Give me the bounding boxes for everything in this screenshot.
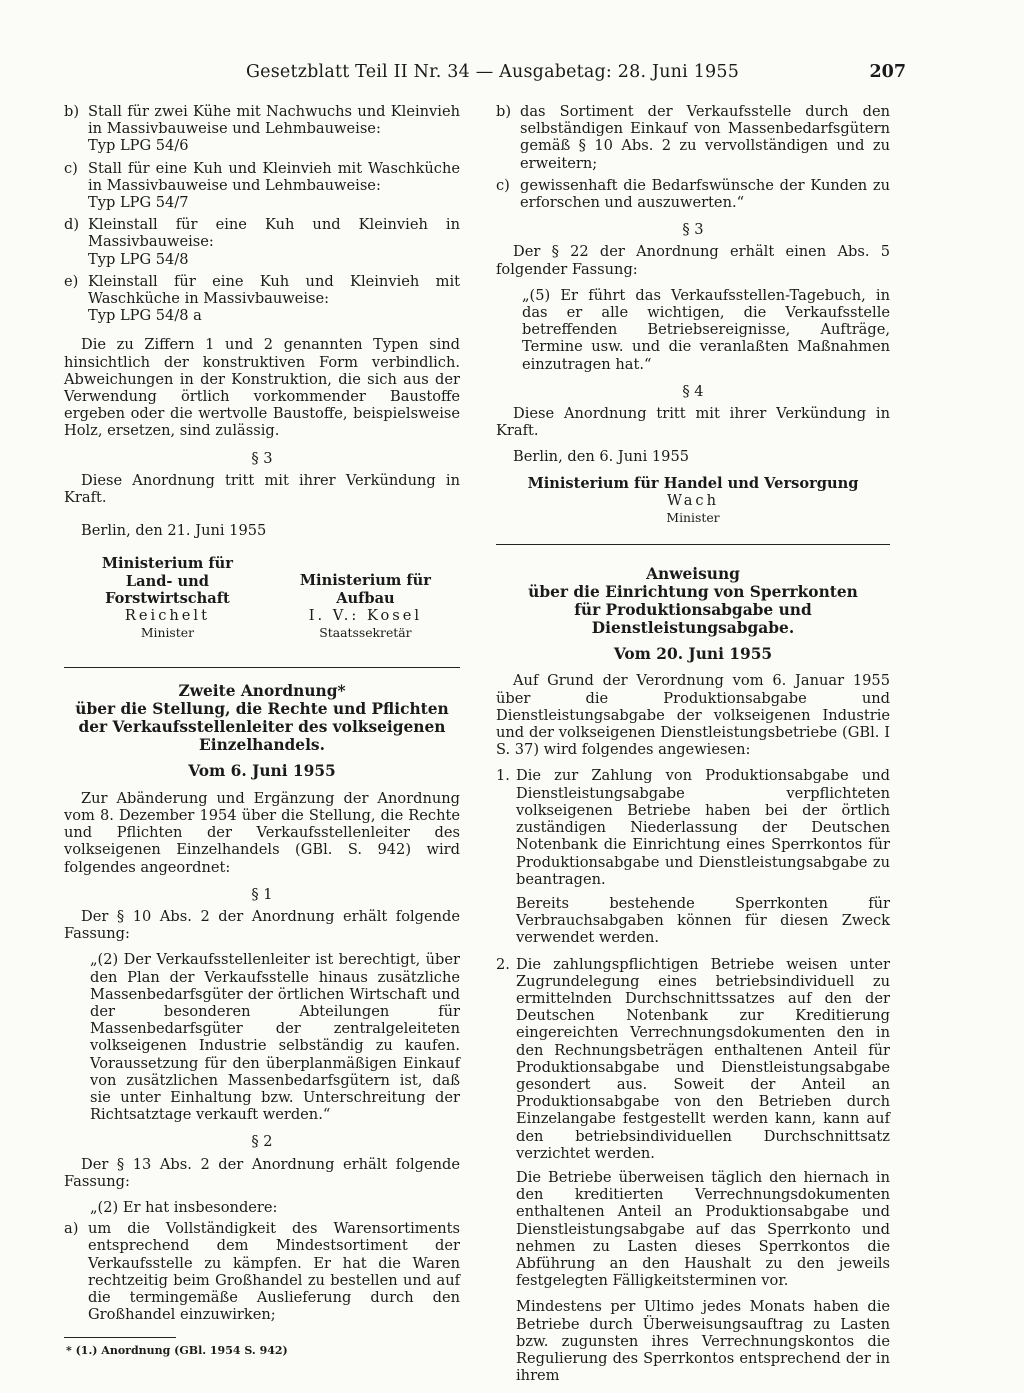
- signatory-name: Reichelt: [124, 607, 210, 625]
- signature-right: [271, 555, 460, 641]
- list-item: [64, 273, 460, 307]
- item-label: b): [64, 103, 80, 120]
- type-code: Typ LPG 54/6: [88, 137, 189, 155]
- section-divider: [64, 667, 460, 668]
- list-item: [64, 160, 460, 194]
- left-column: [64, 103, 460, 1360]
- quoted-paragraph: „(5) Er führt das Verkaufsstellen-Tagebuch, in das er alle wichtigen, die Verkaufsstelle betreffenden Betriebsereignisse, Aufträge, Termine usw. und die veranlaßten Maßnahmen einzutragen hat.“: [522, 286, 890, 373]
- type-code: Typ LPG 54/7: [88, 194, 189, 212]
- list-item: [64, 216, 460, 250]
- footnote-divider: [64, 1337, 176, 1338]
- item-label: c): [64, 159, 78, 177]
- section-heading: § 2: [251, 1133, 273, 1151]
- paragraph: Diese Anordnung tritt mit ihrer Verkündung in Kraft.: [64, 471, 460, 507]
- numbered-item: [496, 956, 890, 1162]
- title-line: für Produktionsabgabe und Dienstleistungsabgabe.: [574, 601, 812, 638]
- item-label: b): [496, 103, 512, 120]
- paragraph: Zur Abänderung und Ergänzung der Anordnung vom 8. Dezember 1954 über die Stellung, die Rechte und Pflichten der Verkaufsstellenleiter des volkseigenen Einzelhandels (GBl. S. 942) wird folgendes angeordnet:: [64, 789, 460, 876]
- title-line: Zweite Anordnung*: [178, 682, 346, 701]
- item-text: Kleinstall für eine Kuh und Kleinvieh in Massivbauweise:: [88, 216, 460, 251]
- title-line: über die Einrichtung von Sperrkonten: [528, 583, 858, 602]
- signatory-name: I. V.: Kosel: [308, 606, 423, 624]
- title-line: Anweisung: [646, 565, 740, 584]
- numbered-item: [496, 767, 890, 887]
- list-item: [496, 103, 890, 172]
- document-date: Vom 6. Juni 1955: [188, 762, 336, 781]
- item-text: Kleinstall für eine Kuh und Kleinvieh mit Waschküche in Massivbauweise:: [88, 272, 460, 308]
- item-number: 1.: [496, 767, 510, 785]
- signature-left: [64, 555, 271, 641]
- section-divider: [496, 544, 890, 545]
- paragraph: Der § 13 Abs. 2 der Anordnung erhält folgende Fassung:: [64, 1155, 460, 1190]
- quoted-paragraph: „(2) Der Verkaufsstellenleiter ist berechtigt, über den Plan der Verkaufsstelle hinaus zusätzliche Massenbedarfsgüter der örtlichen Wirtschaft und der besonderen Abteilungen für Massenbedarfsgüter der zentralgeleiteten volkseigenen Industrie selbständig zu kaufen. Voraussetzung für den überplanmäßigen Einkauf von zusätzlichen Massenbedarfsgütern ist, daß sie unter Einhaltung bzw. Unterschreitung der Richtsatztage verkauft werden.“: [90, 951, 460, 1124]
- item-number: 2.: [496, 955, 510, 973]
- item-text: gewissenhaft die Bedarfswünsche der Kunden zu erforschen und auszuwerten.“: [520, 176, 890, 212]
- title-line: über die Stellung, die Rechte und Pflichten der Verkaufsstellenleiter des volkseigenen Einzelhandels.: [75, 700, 449, 755]
- list-item: [64, 103, 460, 137]
- ministry-name: Ministerium für: [101, 555, 233, 573]
- section-heading: § 3: [251, 449, 273, 467]
- item-text: Stall für zwei Kühe mit Nachwuchs und Kleinvieh in Massivbauweise und Lehmbauweise:: [88, 103, 460, 138]
- list-item: [64, 1220, 460, 1323]
- signature-block: [64, 555, 460, 641]
- item-text: um die Vollständigkeit des Warensortiments entsprechend dem Mindestsortiment der Verkaufsstelle zu kämpfen. Er hat die Waren rechtzeitig beim Großhandel zu bestellen und auf die termingemäße Auslieferung durch den Großhandel einzuwirken;: [88, 1220, 460, 1324]
- item-text: das Sortiment der Verkaufsstelle durch den selbständigen Einkauf von Massenbedarfsgütern gemäß § 10 Abs. 2 zu vervollständigen und zu erweitern;: [520, 103, 890, 172]
- paragraph: Der § 22 der Anordnung erhält einen Abs. 5 folgender Fassung:: [496, 243, 890, 278]
- ministry-name: Ministerium für Aufbau: [299, 572, 431, 607]
- ministry-name: Land- und Forstwirtschaft: [105, 572, 230, 607]
- right-column: [496, 103, 890, 1393]
- signatory-role: Staatssekretär: [319, 625, 412, 641]
- signatory-role: Minister: [666, 510, 720, 526]
- sub-paragraph: Mindestens per Ultimo jedes Monats haben die Betriebe durch Überweisungsauftrag zu Lasten bzw. zugunsten ihres Verrechnungskontos die Regulierung des Sperrkontos entsprechend der in ihrem: [516, 1298, 890, 1385]
- item-text: Die zur Zahlung von Produktionsabgabe und Dienstleistungsabgabe verpflichteten volkseigenen Betriebe haben bei der örtlich zuständigen Niederlassung der Deutschen Notenbank die Einrichtung eines Sperrkontos für Produktionsabgabe und Dienstleistungsabgabe zu beantragen.: [516, 767, 890, 888]
- section-heading: § 4: [682, 382, 704, 400]
- item-label: a): [64, 1220, 79, 1238]
- page-header: [246, 62, 906, 88]
- footnote: * (1.) Anordnung (GBl. 1954 S. 942): [66, 1344, 288, 1358]
- type-code: Typ LPG 54/8: [88, 250, 189, 268]
- item-text: Die zahlungspflichtigen Betriebe weisen unter Zugrundelegung eines betriebsindividuell zu ermittelnden Durchschnittssatzes auf den der Deutschen Notenbank zur Kreditierung eingereichten Verrechnungsdokumenten den in den Rechnungsbeträgen enthaltenen Anteil für Produktionsabgabe und Dienstleistungsabgabe gesondert aus. Soweit der Anteil an Produktionsabgabe von den Betrieben durch Einzelangabe festgestellt werden kann, kann auf den betriebsindividuellen Durchschnittsatz verzichtet werden.: [516, 955, 890, 1162]
- quoted-paragraph: „(2) Er hat insbesondere:: [90, 1198, 278, 1216]
- section-heading: § 3: [682, 221, 704, 239]
- item-label: e): [64, 272, 79, 290]
- place-date: Berlin, den 21. Juni 1955: [81, 522, 267, 540]
- paragraph: Diese Anordnung tritt mit ihrer Verkündung in Kraft.: [496, 405, 890, 440]
- signatory-name: Wach: [666, 491, 719, 509]
- page-number: 207: [869, 62, 906, 82]
- type-code: Typ LPG 54/8 a: [88, 307, 202, 325]
- sub-paragraph: Die Betriebe überweisen täglich den hiernach in den kreditierten Verrechnungsdokumenten enthaltenen Anteil an Produktionsabgabe und Dienstleistungsabgabe auf das Sperrkonto und nehmen zu Lasten dieses Sperrkontos die Abführung an den Haushalt zu den jeweils festgelegten Fälligkeitsterminen vor.: [516, 1168, 890, 1290]
- paragraph: Der § 10 Abs. 2 der Anordnung erhält folgende Fassung:: [64, 907, 460, 943]
- item-label: c): [496, 176, 510, 194]
- header-title: Gesetzblatt Teil II Nr. 34 — Ausgabetag: 28. Juni 1955: [246, 62, 740, 82]
- sub-paragraph: Bereits bestehende Sperrkonten für Verbrauchsabgaben können für diesen Zweck verwendet werden.: [516, 894, 890, 947]
- section-heading: § 1: [251, 885, 273, 903]
- item-label: d): [64, 216, 80, 234]
- signatory-role: Minister: [140, 625, 195, 641]
- paragraph: Die zu Ziffern 1 und 2 genannten Typen sind hinsichtlich der konstruktiven Form verbindlich. Abweichungen in der Konstruktion, die sich aus der Verwendung örtlich vorkommender Baustoffe ergeben oder die wertvolle Baustoffe, beispielsweise Holz, ersetzen, sind zulässig.: [64, 336, 460, 440]
- place-date: Berlin, den 6. Juni 1955: [513, 448, 690, 466]
- document-title: [496, 565, 890, 637]
- paragraph: Auf Grund der Verordnung vom 6. Januar 1955 über die Produktionsabgabe und Dienstleistungsabgabe der volkseigenen Industrie und der volkseigenen Dienstleistungsbetriebe (GBl. I S. 37) wird folgendes angewiesen:: [496, 672, 890, 759]
- document-date: Vom 20. Juni 1955: [613, 645, 773, 664]
- list-item: [496, 177, 890, 211]
- document-title: [64, 682, 460, 754]
- ministry-name: Ministerium für Handel und Versorgung: [527, 474, 859, 492]
- item-text: Stall für eine Kuh und Kleinvieh mit Waschküche in Massivbauweise und Lehmbauweise:: [88, 159, 460, 194]
